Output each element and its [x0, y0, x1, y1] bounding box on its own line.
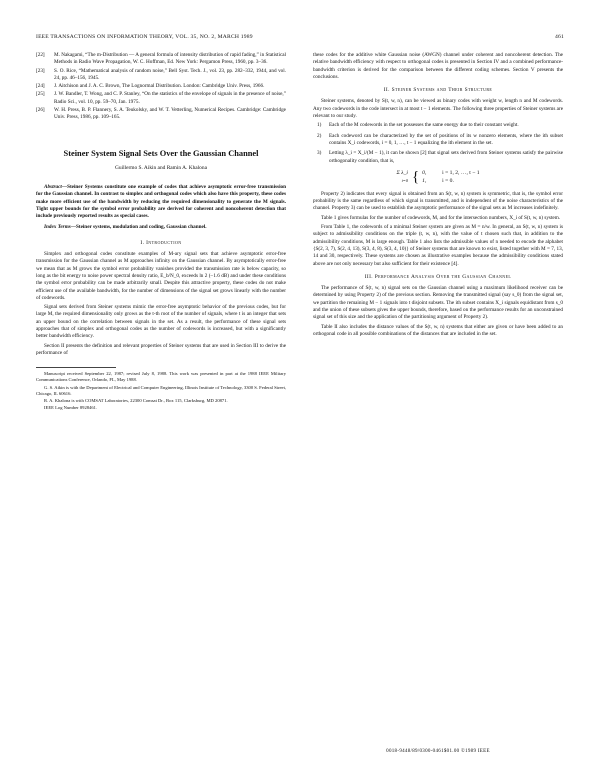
equation-sum-index: i=0	[401, 177, 408, 183]
reference-list	[36, 52, 286, 122]
body-paragraph: Property 2) indicates that every signal is obtained from an S(t, w, n) system is symmetric, that is, the symbol error probability is the same regardless of which signal is transmitted, and is independent of the noise characteristics of the channel. Property 3) can be used to establish the asymptotic performance of the signal sets as M increases indefinitely.	[313, 190, 563, 212]
property-item	[313, 122, 563, 129]
footnote: Manuscript received September 22, 1987; revised July 8, 1988. This work was presented in part at the 1988 IEEE Military Communications Conference, Orlando, FL, May 1988.	[36, 371, 286, 383]
reference-item	[36, 68, 286, 83]
reference-number: [25]	[36, 91, 45, 98]
orthogonality-equation	[313, 169, 563, 185]
reference-text: J. Aitchison and J. A. C. Brown, The Lognormal Distribution. London: Cambridge Univ. Press, 1966.	[54, 83, 265, 90]
body-paragraph: Steiner systems, denoted by S(t, w, n), can be viewed as binary codes with weight w, length n and M codewords. Any two codewords in the code intersect in at most t − 1 elements. The following three properties of Steiner systems are relevant to our study.	[313, 98, 563, 120]
body-paragraph: Table 1 gives formulas for the number of codewords, M, and for the intersection numbers, X_i of S(t, w, n) system.	[321, 214, 561, 221]
property-number: 3)	[317, 150, 322, 157]
reference-text: M. Nakagami, “The m-Distribution — A general formula of intensity distribution of rapid fading,” in Statistical Methods in Radio Wave Propagation, W. C. Hoffman, Ed. New York: Pergamon Press, 1960, pp. 3–36.	[54, 52, 286, 66]
section-heading-steiner-systems: II. Steiner Systems and Their Structure	[383, 87, 493, 94]
index-terms-text: —Steiner systems, modulation and coding, Gaussian channel.	[70, 224, 207, 231]
property-number: 2)	[317, 132, 322, 139]
article-authors: Guillermo S. Aikin and Ramin A. Khalona	[115, 164, 207, 171]
reference-text: S. O. Rice, “Mathematical analysis of random noise,” Bell Syst. Tech. J., vol. 23, pp. 282–332, 1944, and vol. 24, pp. 46–156, 1945.	[54, 67, 286, 81]
property-item	[313, 150, 563, 165]
case-condition: i = 1, 2, …, t − 1	[442, 169, 480, 176]
case-value: 1,	[422, 177, 427, 184]
page-number: 461	[555, 34, 564, 40]
reference-number: [23]	[36, 67, 45, 74]
footnote-divider	[36, 367, 116, 368]
reference-number: [22]	[36, 52, 45, 58]
case-condition: i = 0.	[442, 177, 454, 184]
footnote: R. A. Khalona is with COMSAT Laboratories, 22300 Comsat Dr., Box 115, Clarksburg, MD 20871.	[44, 398, 228, 404]
abstract	[36, 184, 286, 220]
reference-item	[36, 52, 286, 67]
running-head	[36, 34, 564, 44]
body-paragraph: The performance of S(t, w, n) signal sets on the Gaussian channel using a maximum likelihood receiver can be determined by using Property 2) of the previous section. Removing the transmitted signal (say s_0) from the signal set, we partition the remaining M − 1 signals into t disjoint subsets. The ith subset contains X_i signals equidistant from s_0 and the union of these subsets gives the upper bounds, therefore, based on the performance results for an unconstrained signal set of this size and the application of the partitioning argument of Property 2).	[313, 285, 563, 321]
reference-text: W. H. Press, B. P. Flannery, S. A. Teukolsky, and W. T. Vetterling, Numerical Recipes. Cambridge: Cambridge Univ. Press, 1986, pp. 109–165.	[54, 107, 286, 121]
reference-item	[36, 107, 286, 122]
section-heading-introduction: I. Introduction	[140, 239, 182, 246]
body-paragraph: Table II also includes the distance values of the S(t, w, n) systems that either are given or have been added to an orthogonal code in all possible combinations of the distances that are included in the set.	[313, 323, 563, 337]
publisher-id: 0018-9448/89/0300-0461$01.00 ©1989 IEEE	[386, 749, 490, 754]
index-terms-label: Index Terms	[44, 224, 71, 231]
reference-text: J. W. Bandler, T. Wong, and C. P. Stanley, “On the statistics of the envelope of signals in the presence of noise,” Radio Sci., vol. 10, pp. 59–70, Jan. 1975.	[54, 91, 286, 105]
body-paragraph: From Table 1, the codewords of a minimal Steiner system are given as M = n/w. In general, an S(t, w, n) system is subject to admissibility conditions on the triple (t, w, n), with the value of t chosen such that, in addition to the admissibility conditions, M is large enough. Table 1 also lists the admissible values of n needed to encode the alphabet {S(2, 3, 7), S(2, 4, 13), S(3, 4, 8), S(3, 4, 10)} of Steiner systems that are known to exist, listed together with M = 7, 13, 14 and 30, respectively. These systems are chosen as illustrative examples because the admissibility conditions stated above are not only necessary but also sufficient for their existence [4].	[313, 224, 563, 267]
reference-item	[36, 83, 286, 90]
section-heading-performance-analysis: III. Performance Analysis Over the Gaussian Channel	[364, 273, 512, 280]
reference-number: [26]	[36, 107, 45, 114]
equation-case	[422, 177, 479, 185]
body-paragraph: Signal sets derived from Steiner systems mimic the error-free asymptotic behavior of the previous codes, but for large M, the required dimensionality only grows as the t-th root of the number of signals, where t is an integer that sets an upper bound on the correlation between signals in the set. As a result, the performance of these signal sets approaches that of simplex and orthogonal codes as the number of codewords is increased, but with a significantly better bandwidth efficiency.	[36, 304, 286, 340]
equation-sum: Σ λ_i	[396, 169, 408, 176]
right-column	[313, 52, 563, 340]
article-title: Steiner System Signal Sets Over the Gaussian Channel	[63, 148, 259, 158]
property-number: 1)	[317, 122, 322, 129]
reference-item	[36, 91, 286, 106]
body-paragraph: Simplex and orthogonal codes constitute examples of M-ary signal sets that achieve asymptotic error-free transmission for the Gaussian channel as M approaches infinity on the Gaussian channel. By asymptotically error-free we mean that as M grows the symbol error probability vanishes provided the transmission rate is below capacity, so long as the bit energy to noise power spectral density ratio, E_b/N_0, exceeds ln 2 (−1.6 dB) and under these conditions the symbol error probability can be made arbitrarily small. Despite this attractive property, these codes do not make efficient use of the available bandwidth, for the number of dimensions of the signal set grows linearly with the number of codewords.	[36, 251, 286, 301]
footnote: G. S. Aikin is with the Department of Electrical and Computer Engineering, Illinois Institute of Technology, 3300 S. Federal Street, Chicago, IL 60616.	[36, 384, 286, 396]
body-paragraph: these codes for the additive white Gaussian noise (AWGN) channel under coherent and noncoherent detection. The relative bandwidth efficiency with respect to orthogonal codes is presented in Section IV and a combined performance-bandwidth criterion is derived for the comparison between the different coding schemes. Section V presents the conclusions.	[313, 52, 563, 80]
body-paragraph: Section II presents the definition and relevant properties of Steiner systems that are used in Section III to derive the performance of	[36, 342, 286, 356]
index-terms	[36, 224, 286, 231]
property-text: Each of the M codewords in the set possesses the same energy due to their constant weight.	[329, 122, 519, 129]
equation-brace: {	[411, 168, 420, 185]
equation-lhs	[396, 170, 408, 184]
abstract-text: —Steiner Systems constitute one example of codes that achieve asymptotic error-free transmission for the Gaussian channel. In contrast to simplex and orthogonal codes which also have this property, these codes make more efficient use of the bandwidth by reducing the required dimensionality to generate the M signals. Tight upper bounds for the symbol error probability are derived for coherent and noncoherent detection that include previously reported results as special cases.	[36, 183, 286, 220]
reference-number: [24]	[36, 83, 45, 90]
journal-citation: IEEE TRANSACTIONS ON INFORMATION THEORY, VOL. 35, NO. 2, MARCH 1989	[36, 34, 253, 40]
property-text: Letting λ_i = X_i/(M − 1), it can be shown [2] that signal sets derived from Steiner systems satisfy the pairwise orthogonality condition, that is,	[329, 150, 563, 164]
equation-cases	[422, 169, 479, 185]
left-column	[36, 52, 286, 412]
footnote: IEEE Log Number 8928461.	[44, 405, 98, 411]
property-text: Each codeword can be characterized by the set of positions of its w nonzero elements, where the ith subset contains X_i codewords, i = 0, 1, …, t − 1 equalizing the ith element in the set.	[329, 132, 563, 146]
abstract-label: Abstract	[44, 183, 62, 190]
property-item	[313, 133, 563, 148]
equation-case	[422, 169, 479, 177]
case-value: 0,	[422, 169, 427, 176]
